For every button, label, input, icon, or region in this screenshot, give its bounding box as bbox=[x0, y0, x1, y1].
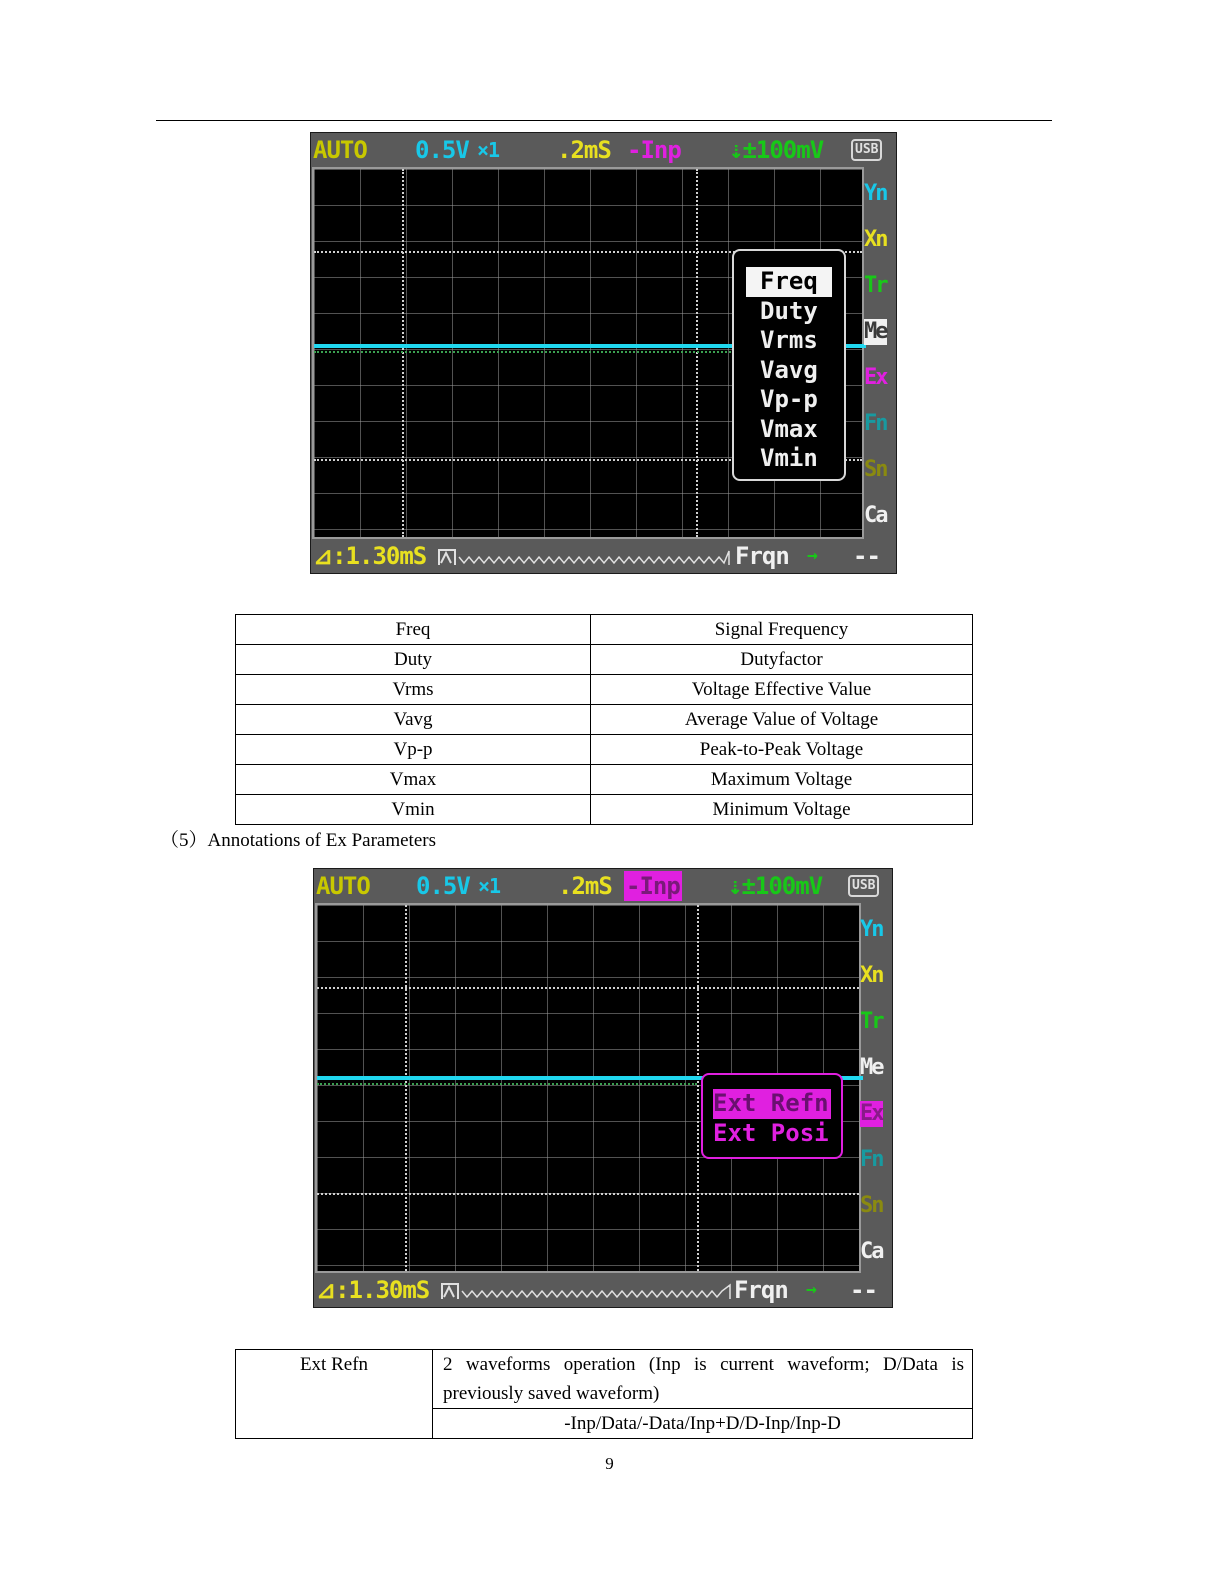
table-cell-desc: Voltage Effective Value bbox=[591, 675, 973, 705]
table-cell-term: Vrms bbox=[236, 675, 591, 705]
table-row bbox=[236, 645, 973, 675]
side-item-ex[interactable]: Ex bbox=[864, 365, 887, 390]
delta-time: ⊿:1.30mS bbox=[313, 542, 427, 570]
status-bar-bottom bbox=[314, 1273, 892, 1307]
volts-per-div: 0.5V bbox=[415, 136, 469, 164]
menu-item-vpp[interactable]: Vp-p bbox=[760, 385, 818, 413]
measure-value: -- bbox=[850, 1276, 877, 1304]
reference-trace bbox=[314, 351, 734, 353]
status-bar-bottom bbox=[311, 539, 896, 573]
side-item-yn[interactable]: Yn bbox=[864, 181, 887, 206]
menu-item-vrms[interactable]: Vrms bbox=[760, 326, 818, 354]
ex-parameters-table bbox=[235, 1349, 973, 1439]
oscilloscope-screenshot-ex-menu bbox=[313, 868, 893, 1308]
reference-trace bbox=[317, 1083, 697, 1085]
measure-parameters-table bbox=[235, 614, 973, 825]
header-rule bbox=[156, 120, 1052, 121]
timebase: .2mS bbox=[557, 136, 611, 164]
oscilloscope-screenshot-measure-menu bbox=[310, 132, 897, 574]
trigger-edge-zigzag-icon bbox=[437, 549, 737, 565]
input-mode: -Inp bbox=[627, 136, 681, 164]
side-item-xn[interactable]: Xn bbox=[864, 227, 887, 252]
side-item-me[interactable]: Me bbox=[860, 1055, 883, 1080]
side-item-tr[interactable]: Tr bbox=[864, 273, 887, 298]
menu-item-vmin[interactable]: Vmin bbox=[760, 444, 818, 472]
side-item-sn[interactable]: Sn bbox=[864, 457, 887, 482]
table-cell-term: Ext Refn bbox=[236, 1350, 433, 1439]
measure-popup-menu[interactable] bbox=[732, 249, 846, 481]
arrow-icon: → bbox=[807, 545, 817, 566]
measure-label: Frqn bbox=[734, 1276, 788, 1304]
table-row bbox=[236, 705, 973, 735]
trigger-edge-zigzag-icon bbox=[440, 1283, 736, 1299]
delta-time: ⊿:1.30mS bbox=[316, 1276, 430, 1304]
table-row bbox=[236, 735, 973, 765]
side-item-ca[interactable]: Ca bbox=[864, 503, 887, 528]
measure-label: Frqn bbox=[735, 542, 789, 570]
table-cell-term: Vmin bbox=[236, 795, 591, 825]
table-cell-ops: -Inp/Data/-Data/Inp+D/D-Inp/Inp-D bbox=[433, 1409, 973, 1439]
table-cell-desc: Peak-to-Peak Voltage bbox=[591, 735, 973, 765]
side-menu bbox=[860, 909, 892, 1269]
table-row bbox=[236, 675, 973, 705]
waveform-grid bbox=[315, 903, 861, 1273]
menu-item-freq[interactable]: Freq bbox=[746, 267, 832, 297]
side-item-xn[interactable]: Xn bbox=[860, 963, 883, 988]
waveform-grid bbox=[312, 167, 864, 539]
table-row bbox=[236, 615, 973, 645]
arrow-icon: → bbox=[806, 1279, 816, 1300]
timebase: .2mS bbox=[558, 872, 612, 900]
probe-factor: ×1 bbox=[478, 874, 501, 898]
table-cell-desc: Maximum Voltage bbox=[591, 765, 973, 795]
table-row bbox=[236, 765, 973, 795]
menu-item-ext-refn[interactable]: Ext Refn bbox=[713, 1089, 831, 1119]
probe-factor: ×1 bbox=[477, 138, 500, 162]
table-cell-desc: Signal Frequency bbox=[591, 615, 973, 645]
status-bar-top bbox=[314, 869, 892, 903]
side-item-yn[interactable]: Yn bbox=[860, 917, 883, 942]
side-item-sn[interactable]: Sn bbox=[860, 1193, 883, 1218]
side-item-ex[interactable]: Ex bbox=[860, 1101, 883, 1126]
table-cell-term: Duty bbox=[236, 645, 591, 675]
table-cell-term: Vp-p bbox=[236, 735, 591, 765]
table-cell-desc: Dutyfactor bbox=[591, 645, 973, 675]
side-item-fn[interactable]: Fn bbox=[864, 411, 887, 436]
trigger-level: ⇣±100mV bbox=[728, 872, 823, 900]
table-cell-desc: Average Value of Voltage bbox=[591, 705, 973, 735]
table-cell-term: Vavg bbox=[236, 705, 591, 735]
side-menu bbox=[864, 173, 896, 533]
side-item-tr[interactable]: Tr bbox=[860, 1009, 883, 1034]
menu-item-ext-posi[interactable]: Ext Posi bbox=[713, 1118, 829, 1147]
ex-popup-menu[interactable] bbox=[701, 1073, 843, 1159]
input-mode-selected: -Inp bbox=[626, 872, 680, 900]
side-item-ca[interactable]: Ca bbox=[860, 1239, 883, 1264]
section-caption: （5）Annotations of Ex Parameters bbox=[160, 830, 436, 851]
measure-value: -- bbox=[853, 542, 880, 570]
table-cell-term: Freq bbox=[236, 615, 591, 645]
table-row bbox=[236, 1350, 973, 1409]
volts-per-div: 0.5V bbox=[416, 872, 470, 900]
page-number: 9 bbox=[605, 1454, 614, 1473]
mode-label: AUTO bbox=[316, 872, 370, 900]
side-item-me[interactable]: Me bbox=[864, 319, 887, 344]
table-cell-term: Vmax bbox=[236, 765, 591, 795]
menu-item-vmax[interactable]: Vmax bbox=[760, 414, 818, 443]
trigger-level: ⇣±100mV bbox=[729, 136, 824, 164]
table-cell-desc: Minimum Voltage bbox=[591, 795, 973, 825]
mode-label: AUTO bbox=[313, 136, 367, 164]
usb-icon: USB bbox=[848, 875, 879, 897]
status-bar-top bbox=[311, 133, 896, 167]
menu-item-vavg[interactable]: Vavg bbox=[760, 355, 818, 384]
table-row bbox=[236, 795, 973, 825]
usb-icon: USB bbox=[851, 139, 882, 161]
side-item-fn[interactable]: Fn bbox=[860, 1147, 883, 1172]
table-cell-desc: 2 waveforms operation (Inp is current waveform; D/Data is previously saved waveform) bbox=[433, 1350, 973, 1409]
menu-item-duty[interactable]: Duty bbox=[760, 296, 818, 325]
